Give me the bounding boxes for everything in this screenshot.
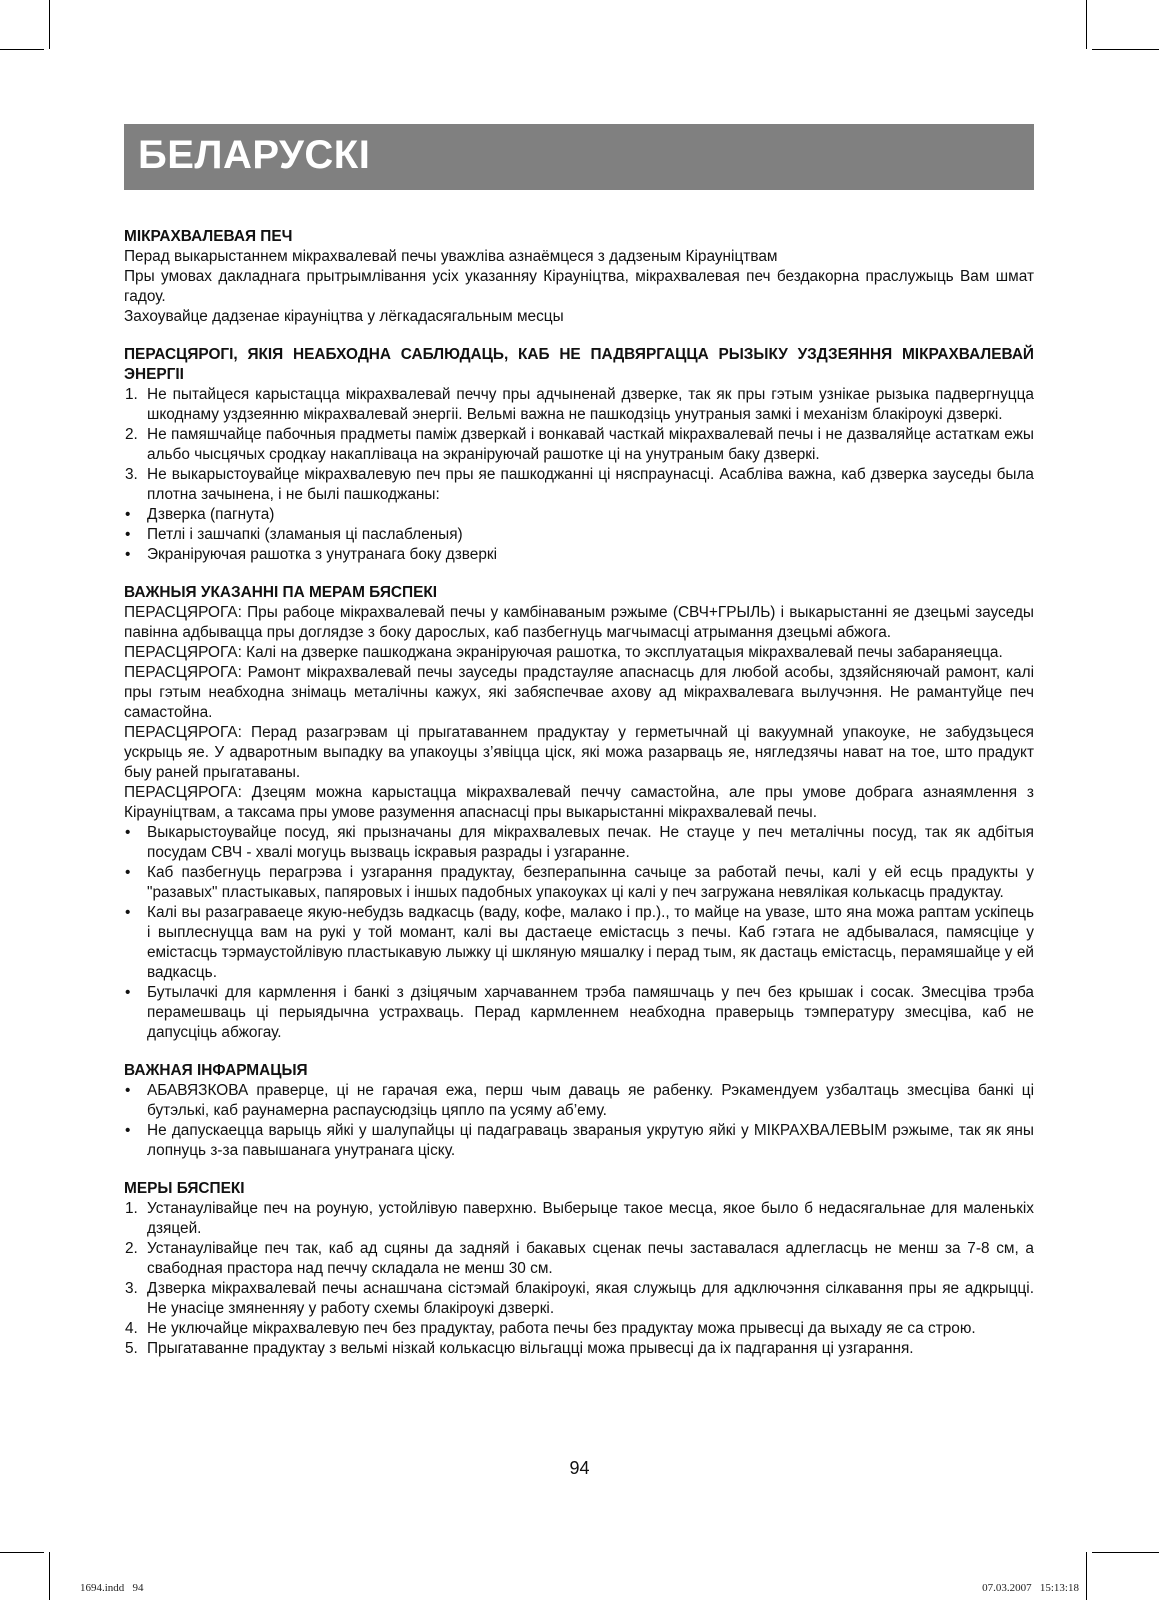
warning-text: Рамонт мікрахвалевай печы зауседы прадстауляе апаснасць для любой асобы, здзяйсняючай рамонт, калі пры гэтым неабходна знімаць металічны кажух, які забяспечвае ахову ад мікрахвалевага вылучэння. Не рамантуйце печ самастойна.	[124, 664, 1035, 721]
warning-text: Перад разагрэвам ці прыгатаваннем прадуктау у герметычнай ці вакуумнай упакоуке, не забудзьцеся ускрыць яе. У адваротным выпадку ва упакоуцы з’явіцца ціск, які можа разарваць яе, нягледзячы нават на тое, што прадукт быу раней прыгатаваны.	[124, 724, 1034, 781]
section-safety-instructions	[124, 583, 1034, 1043]
list-item	[124, 425, 1034, 465]
list-item	[124, 1121, 1034, 1161]
section-precautions	[124, 345, 1034, 565]
section-title: МЕРЫ БЯСПЕКІ	[124, 1180, 245, 1197]
footer-timestamp: 07.03.2007 15:13:18	[982, 1582, 1079, 1594]
bullet-list	[124, 505, 1034, 565]
bullet-icon: •	[125, 506, 131, 523]
warning-paragraph	[124, 663, 1034, 723]
list-item	[124, 465, 1034, 505]
list-item-text: Прыгатаванне прадуктау з вельмі нізкай колькасцю вільгацці можа прывесці да іх падгарання ці узгарання.	[147, 1340, 914, 1357]
bullet-icon: •	[125, 864, 131, 881]
list-marker: 1.	[125, 1200, 138, 1217]
bullet-icon: •	[125, 546, 131, 563]
list-marker: 4.	[125, 1320, 138, 1337]
bullet-list	[124, 823, 1034, 1043]
list-item-text: Не уключайце мікрахвалевую печ без прадуктау, работа печы без прадуктау можа прывесці да выхаду яе са строю.	[147, 1320, 976, 1337]
list-item	[124, 525, 1034, 545]
section-title: ПЕРАСЦЯРОГІ, ЯКІЯ НЕАБХОДНА САБЛЮДАЦЬ, КАБ НЕ ПАДВЯРГАЦЦА РЫЗЫКУ УЗДЗЕЯННЯ МІКРАХВАЛЕВАЙ ЭНЕРГІІ	[124, 346, 1034, 383]
crop-mark-top-left-h	[0, 49, 44, 50]
document-body	[124, 227, 1034, 1377]
page-number: 94	[569, 1458, 590, 1478]
list-item-text: Выкарыстоувайце посуд, які прызначаны для мікрахвалевых печак. Не стауце у печ металічны посуд, так як адбітыя посудам СВЧ - хвалі могуць вызваць іскравыя разрады і узгаранне.	[147, 824, 1034, 861]
language-title: БЕЛАРУСКІ	[138, 133, 371, 177]
list-item-text: Не выкарыстоувайце мікрахвалевую печ пры яе пашкоджанні ці няспраунасці. Асабліва важна, каб дзверка зауседы была плотна зачынена, і не былі пашкоджаны:	[147, 466, 1034, 503]
warning-prefix: ПЕРАСЦЯРОГА:	[124, 784, 242, 801]
list-item-text: Устанаулівайце печ так, каб ад сцяны да задняй і бакавых сценак печы заставалася адлегласць не менш за 7-8 см, а свабодная прастора над печчу складала не менш 30 см.	[147, 1240, 1034, 1277]
paragraph: Пры умовах дакладнага прытрымлівання усіх указанняу Кірауніцтва, мікрахвалевая печ бездакорна праслужыць Вам шмат гадоу.	[124, 268, 1034, 305]
list-item-text: АБАВЯЗКОВА праверце, ці не гарачая ежа, перш чым даваць яе рабенку. Рэкамендуем узбалтаць змесціва банкі ці бутэлькі, каб раунамерна распаусюдзіць цяпло па усяму аб’ему.	[147, 1082, 1034, 1119]
crop-mark-bottom-left-h	[0, 1552, 44, 1553]
bullet-icon: •	[125, 904, 131, 921]
crop-mark-top-left-v	[49, 0, 50, 49]
warning-prefix: ПЕРАСЦЯРОГА:	[124, 724, 242, 741]
bullet-icon: •	[125, 1082, 131, 1099]
warning-prefix: ПЕРАСЦЯРОГА:	[124, 664, 242, 681]
list-marker: 2.	[125, 426, 138, 443]
crop-mark-bottom-left-v	[49, 1552, 50, 1600]
bullet-list	[124, 1081, 1034, 1161]
numbered-list	[124, 385, 1034, 505]
list-item	[124, 983, 1034, 1043]
bullet-icon: •	[125, 824, 131, 841]
warning-paragraph	[124, 783, 1034, 823]
warning-text: Пры рабоце мікрахвалевай печы у камбінаваным рэжыме (СВЧ+ГРЫЛЬ) і выкарыстанні яе дзецьмі зауседы павінна адбывацца пры доглядзе з боку дарослых, каб пазбегнуць магчымасці атрымання дзецьмі абжога.	[124, 604, 1034, 641]
list-item	[124, 545, 1034, 565]
list-item-text: Калі вы разаграваеце якую-небудзь вадкасць (ваду, кофе, малако і пр.)., то майце на увазе, што яна можа раптам ускіпець і выплеснуцца вам на рукі у той момант, калі вы дастаеце емістасць з печы. Каб гэтага не адбывалася, памясціце у емістасць тэрмаустойлівую пластыкавую лыжку ці шкляную мяшалку і перад тым, як дастаць емістасць, перамяшайце у ей вадкасць.	[147, 904, 1034, 981]
warning-text: Калі на дзверке пашкоджана экраніруючая рашотка, то эксплуатацыя мікрахвалевай печы забараняецца.	[246, 644, 1003, 661]
section-safety-measures	[124, 1179, 1034, 1359]
paragraph: Перад выкарыстаннем мікрахвалевай печы уважліва азнаёмцеся з дадзеным Кірауніцтвам	[124, 248, 778, 265]
bullet-icon: •	[125, 1122, 131, 1139]
language-header-bar	[124, 124, 1034, 190]
list-item	[124, 505, 1034, 525]
list-marker: 3.	[125, 1280, 138, 1297]
list-item-text: Не пытайцеся карыстацца мікрахвалевай печчу пры адчыненай дзверке, так як пры гэтым узнікае рызыка падвергнуцца шкоднаму уздзеянню мікрахвалевай энергіі. Вельмі важна не пашкодзіць унутраныя замкі і механізм блакіроукі дзверкі.	[147, 386, 1034, 423]
list-item-text: Петлі і зашчапкі (зламаныя ці паслабленыя)	[147, 526, 463, 543]
crop-mark-bottom-right-v	[1086, 1552, 1087, 1600]
list-item-text: Каб пазбегнуць перагрэва і узгарання прадуктау, безперапынна сачыце за работай печы, калі у ей есць прадукты у "разавых" пластыкавых, папяровых і іншых падобных упакоуках ці калі у печ загружана невялікая колькасць прадуктау.	[147, 864, 1034, 901]
list-item-text: Дзверка мікрахвалевай печы аснашчана сістэмай блакіроукі, якая служыць для адключэння сілкавання пры яе адкрыцці. Не унасіце змяненняу у работу схемы блакіроукі дзверкі.	[147, 1280, 1034, 1317]
section-title: ВАЖНАЯ ІНФАРМАЦЫЯ	[124, 1062, 308, 1079]
bullet-icon: •	[125, 526, 131, 543]
warning-paragraph	[124, 603, 1034, 643]
crop-mark-top-right-h	[1092, 49, 1159, 50]
crop-mark-bottom-right-h	[1092, 1552, 1159, 1553]
footer-file-info: 1694.indd 94	[80, 1582, 144, 1594]
list-item-text: Дзверка (пагнута)	[147, 506, 275, 523]
bullet-icon: •	[125, 984, 131, 1001]
list-item	[124, 823, 1034, 863]
list-item-text: Бутылачкі для кармлення і банкі з дзіцячым харчаваннем трэба памяшчаць у печ без крышак і сосак. Змесціва трэба перамешваць ці перыядычна устрахваць. Перад кармленнем неабходна праверыць тэмпературу змесціва, каб не дапусціць абжогау.	[147, 984, 1034, 1041]
list-marker: 1.	[125, 386, 138, 403]
list-item	[124, 385, 1034, 425]
section-microwave	[124, 227, 1034, 327]
warning-prefix: ПЕРАСЦЯРОГА:	[124, 604, 242, 621]
warning-paragraph	[124, 723, 1034, 783]
list-item-text: Устанаулівайце печ на роуную, устойлівую паверхню. Выберыце такое месца, якое было б недасягальнае для маленькіх дзяцей.	[147, 1200, 1034, 1237]
list-marker: 5.	[125, 1340, 138, 1357]
warning-text: Дзецям можна карыстацца мікрахвалевай печчу самастойна, але пры умове добрага азнаямлення з Кірауніцтвам, а таксама пры умове разумення апаснасці пры выкарыстанні мікрахвалевай печы.	[124, 784, 1034, 821]
warning-paragraph	[124, 643, 1034, 663]
list-item	[124, 1199, 1034, 1239]
list-item	[124, 1339, 1034, 1359]
numbered-list	[124, 1199, 1034, 1359]
list-marker: 2.	[125, 1240, 138, 1257]
section-title: ВАЖНЫЯ УКАЗАННІ ПА МЕРАМ БЯСПЕКІ	[124, 584, 438, 601]
list-item	[124, 1279, 1034, 1319]
warning-prefix: ПЕРАСЦЯРОГА:	[124, 644, 242, 661]
list-item	[124, 863, 1034, 903]
list-item-text: Не памяшчайце пабочныя прадметы паміж дзверкай і вонкавай часткай мікрахвалевай печы і не дазваляйце астаткам ежы альбо чысцячых сродкау накапліваца на экраніруючай рашотке ці на унутраным баку дзверкі.	[147, 426, 1034, 463]
list-item	[124, 1081, 1034, 1121]
list-item	[124, 1319, 1034, 1339]
list-item-text: Не дапускаецца варыць яйкі у шалупайцы ці падаграваць звараныя укрутую яйкі у МІКРАХВАЛЕВЫМ рэжыме, так як яны лопнуць з-за павышанага унутранага ціску.	[147, 1122, 1034, 1159]
section-title: МІКРАХВАЛЕВАЯ ПЕЧ	[124, 228, 293, 245]
crop-mark-top-right-v	[1086, 0, 1087, 49]
list-item	[124, 903, 1034, 983]
list-marker: 3.	[125, 466, 138, 483]
list-item-text: Экраніруючая рашотка з унутранага боку дзверкі	[147, 546, 498, 563]
list-item	[124, 1239, 1034, 1279]
paragraph: Захоувайце дадзенае кірауніцтва у лёгкадасягальным месцы	[124, 308, 564, 325]
section-important-info	[124, 1061, 1034, 1161]
